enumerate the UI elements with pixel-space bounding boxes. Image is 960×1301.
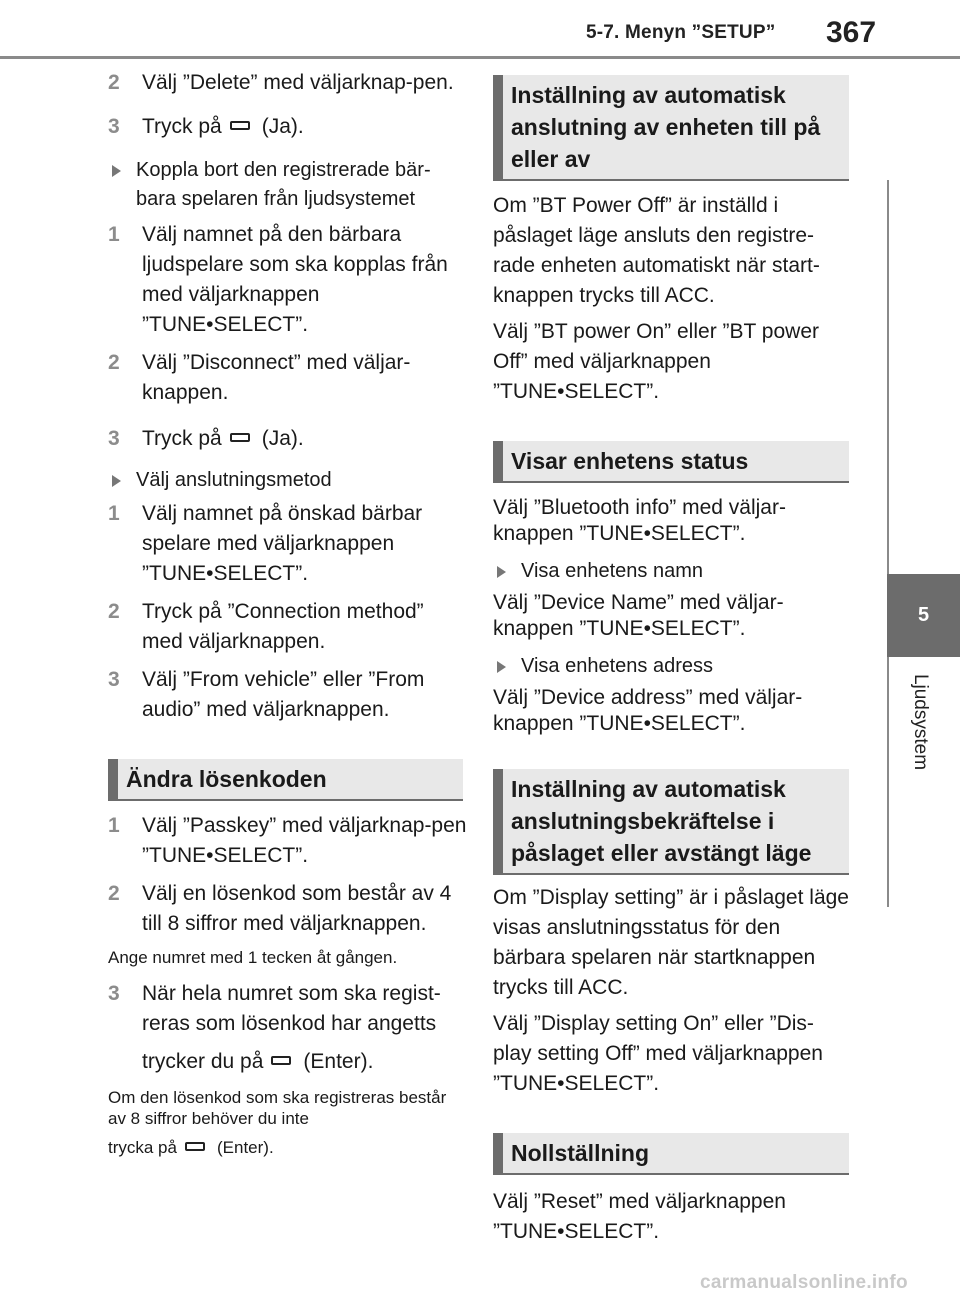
- step-text-suffix: (Ja).: [261, 427, 304, 450]
- chapter-number: 5: [917, 604, 930, 626]
- heading-reset: Nollställning: [493, 1133, 849, 1175]
- step-number: 1: [108, 223, 120, 246]
- step-number: 3: [108, 115, 120, 138]
- footnote-text: trycka på: [108, 1138, 177, 1157]
- status-instruction: Välj ”Bluetooth info” med väljar-knappen ”TUNE•SELECT”.: [493, 496, 786, 545]
- auto-connect-instruction: Välj ”BT power On” eller ”BT power Off” med väljarknappen ”TUNE•SELECT”.: [493, 320, 820, 403]
- header-rule: [0, 56, 960, 59]
- passkey-note: Ange numret med 1 tecken åt gången.: [108, 948, 398, 967]
- button-icon: [230, 433, 250, 442]
- step-method-3: [108, 665, 468, 725]
- step-number: 2: [108, 600, 120, 623]
- step-delete: [108, 68, 468, 98]
- step-text: Välj ”Delete” med väljarknap-pen.: [142, 71, 454, 94]
- step-passkey-2: [108, 879, 468, 939]
- step-text: Tryck på: [142, 427, 222, 450]
- chapter-tab: [887, 574, 960, 657]
- chapter-label: Ljudsystem: [910, 673, 931, 771]
- step-method-2: [108, 597, 468, 657]
- step-number: 2: [108, 882, 120, 905]
- step-passkey-3: [108, 979, 468, 1077]
- step-number: 3: [108, 982, 120, 1005]
- bullet-device-address: [493, 652, 849, 681]
- step-press-yes: [108, 112, 468, 142]
- heading-auto-confirm: Inställning av automatisk anslutningsbekräftelse i påslaget eller avstängt läge: [493, 769, 849, 875]
- step-text: Välj namnet på önskad bärbar spelare med väljarknappen ”TUNE•SELECT”.: [142, 502, 423, 585]
- heading-auto-connect: Inställning av automatisk anslutning av enheten till på eller av: [493, 75, 849, 181]
- bullet-text: Koppla bort den registrerade bär-bara spelaren från ljudsystemet: [136, 159, 431, 210]
- step-text: Välj ”Passkey” med väljarknap-pen ”TUNE•SELECT”.: [142, 814, 467, 867]
- heading-change-passkey: Ändra lösenkoden: [108, 759, 463, 801]
- button-icon: [185, 1142, 205, 1151]
- step-passkey-1: [108, 811, 468, 871]
- right-column: [493, 75, 849, 1247]
- triangle-bullet-icon: [493, 652, 521, 681]
- bullet-text: Visa enhetens namn: [521, 560, 703, 582]
- bullet-method: [108, 466, 468, 495]
- step-text-suffix: (Ja).: [261, 115, 304, 138]
- step-text: Välj ”From vehicle” eller ”From audio” med väljarknappen.: [142, 668, 425, 721]
- step-number: 3: [108, 668, 120, 691]
- step-number: 2: [108, 71, 120, 94]
- step-number: 3: [108, 427, 120, 450]
- heading-device-status: Visar enhetens status: [493, 441, 849, 483]
- step-text: Tryck på: [142, 115, 222, 138]
- footnote-text-suffix: (Enter).: [216, 1138, 274, 1157]
- passkey-footnote: Om den lösenkod som ska registreras består av 8 siffror behöver du inte: [108, 1088, 447, 1128]
- passkey-footnote-cont: [108, 1137, 468, 1159]
- step-disconnect-2: [108, 348, 468, 408]
- step-number: 1: [108, 814, 120, 837]
- triangle-bullet-icon: [108, 156, 136, 214]
- bullet-text: Visa enhetens adress: [521, 655, 713, 677]
- button-icon: [271, 1056, 291, 1065]
- bullet-text: Välj anslutningsmetod: [136, 469, 332, 491]
- step-text: När hela numret som ska regist-reras som lösenkod har angetts: [142, 982, 441, 1035]
- triangle-bullet-icon: [493, 557, 521, 586]
- auto-confirm-paragraph: Om ”Display setting” är i påslaget läge visas anslutningsstatus för den bärbara spelaren när startknappen trycks till ACC.: [493, 886, 849, 999]
- button-icon: [230, 121, 250, 130]
- bullet-device-name: [493, 557, 849, 586]
- page-number: 367: [826, 16, 877, 49]
- device-address-instruction: Välj ”Device address” med väljar-knappen ”TUNE•SELECT”.: [493, 686, 803, 735]
- step-method-1: [108, 499, 468, 589]
- step-disconnect-3: [108, 424, 468, 454]
- triangle-bullet-icon: [108, 466, 136, 495]
- step-disconnect-1: [108, 220, 468, 340]
- step-text-cont: trycker du på: [142, 1050, 264, 1073]
- bullet-disconnect: [108, 156, 468, 214]
- step-text: Tryck på ”Connection method” med väljarknappen.: [142, 600, 424, 653]
- step-number: 2: [108, 351, 120, 374]
- left-column: [108, 68, 468, 1159]
- step-text: Välj en lösenkod som består av 4 till 8 siffror med väljarknappen.: [142, 882, 452, 935]
- step-text: Välj namnet på den bärbara ljudspelare som ska kopplas från med väljarknappen ”TUNE•SELECT”.: [142, 223, 448, 336]
- side-rule-top: [887, 180, 889, 574]
- auto-confirm-instruction: Välj ”Display setting On” eller ”Dis-play setting Off” med väljarknappen ”TUNE•SELECT”.: [493, 1012, 823, 1095]
- step-text: Välj ”Disconnect” med väljar-knappen.: [142, 351, 411, 404]
- section-title: 5-7. Menyn ”SETUP”: [586, 22, 776, 43]
- step-text-suffix: (Enter).: [303, 1050, 374, 1073]
- side-rule-bottom: [887, 657, 889, 907]
- step-number: 1: [108, 502, 120, 525]
- auto-connect-paragraph: Om ”BT Power Off” är inställd i påslaget läge ansluts den registre-rade enheten automatiskt när start-knappen trycks till ACC.: [493, 194, 820, 307]
- watermark: carmanualsonline.info: [700, 1272, 908, 1293]
- page-header: [0, 0, 960, 60]
- device-name-instruction: Välj ”Device Name” med väljar-knappen ”TUNE•SELECT”.: [493, 591, 784, 640]
- reset-instruction: Välj ”Reset” med väljarknappen ”TUNE•SELECT”.: [493, 1190, 786, 1243]
